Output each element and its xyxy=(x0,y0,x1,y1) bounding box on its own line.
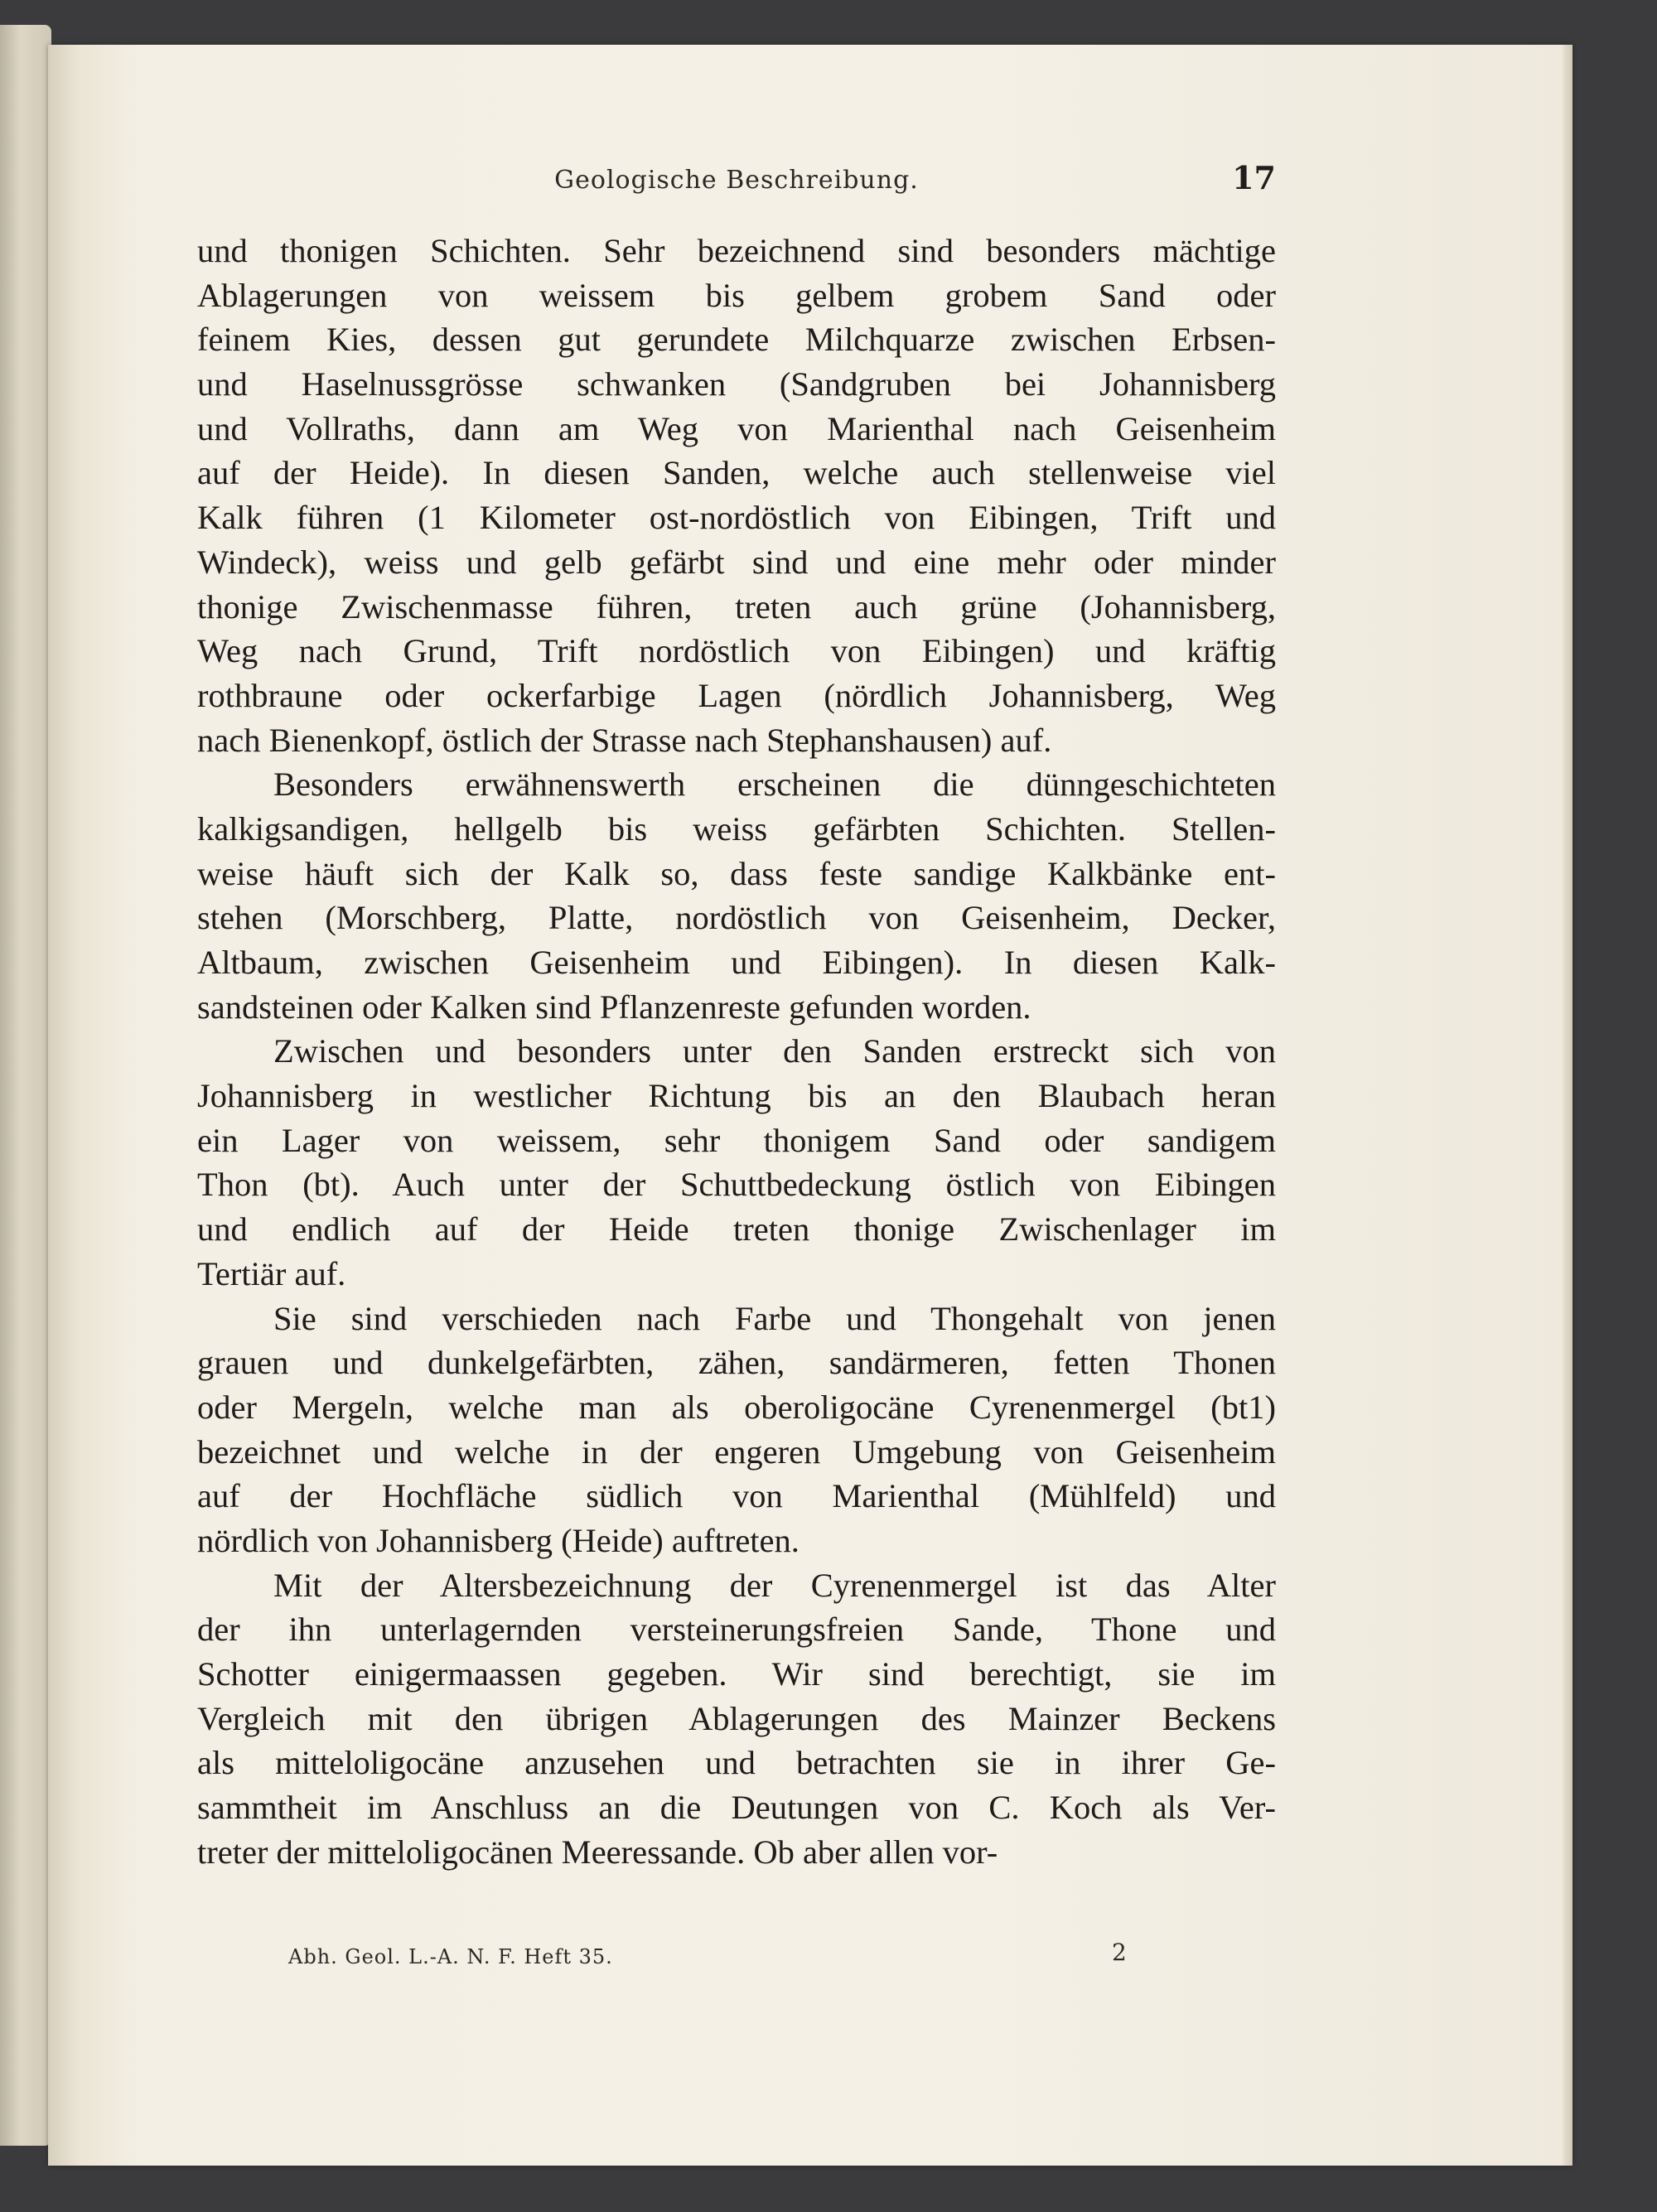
text-line: nördlich von Johannisberg (Heide) auftreten. xyxy=(197,1521,800,1559)
text-line: sandsteinen oder Kalken sind Pflanzenreste gefunden worden. xyxy=(197,988,1031,1026)
text-line: thonige Zwischenmasse führen, treten auch grüne (Johannisberg, xyxy=(197,587,1276,625)
text-line: Mit der Altersbezeichnung der Cyrenenmergel ist das Alter xyxy=(273,1566,1276,1604)
text-line: Windeck), weiss und gelb gefärbt sind und eine mehr oder minder xyxy=(197,543,1276,581)
text-line: ein Lager von weissem, sehr thonigem Sand oder sandigem xyxy=(197,1121,1276,1159)
page-edge-shadow xyxy=(1563,45,1572,2166)
text-line: Altbaum, zwischen Geisenheim und Eibingen). In diesen Kalk- xyxy=(197,944,1276,981)
paragraph xyxy=(197,762,1276,1029)
text-line: nach Bienenkopf, östlich der Strasse nach Stephanshausen) auf. xyxy=(197,721,1052,759)
running-head xyxy=(197,159,1276,209)
text-line: Ablagerungen von weissem bis gelbem grobem Sand oder xyxy=(197,276,1276,314)
page-number: 17 xyxy=(1232,159,1276,196)
text-line: und Haselnussgrösse schwanken (Sandgruben bei Johannisberg xyxy=(197,365,1276,403)
paragraph xyxy=(197,1029,1276,1296)
text-line: Thon (bt). Auch unter der Schuttbedeckung östlich von Eibingen xyxy=(197,1166,1276,1204)
text-line: bezeichnet und welche in der engeren Umgebung von Geisenheim xyxy=(197,1432,1276,1471)
paragraph xyxy=(197,229,1276,762)
text-line: und thonigen Schichten. Sehr bezeichnend sind besonders mächtige xyxy=(197,232,1276,269)
text-line: sammtheit im Anschluss an die Deutungen von C. Koch als Ver- xyxy=(197,1789,1276,1827)
text-line: Weg nach Grund, Trift nordöstlich von Eibingen) und kräftig xyxy=(197,632,1276,670)
text-line: treter der mitteloligocänen Meeressande. Ob aber allen vor- xyxy=(197,1833,998,1871)
paragraph xyxy=(197,1563,1276,1875)
text-line: Tertiär auf. xyxy=(197,1254,346,1292)
text-line: Besonders erwähnenswerth erscheinen die dünngeschichteten xyxy=(273,766,1276,804)
text-line: als mitteloligocäne anzusehen und betrachten sie in ihrer Ge- xyxy=(197,1744,1276,1782)
text-line: rothbraune oder ockerfarbige Lagen (nördlich Johannisberg, Weg xyxy=(197,676,1276,714)
footer-series-reference: Abh. Geol. L.-A. N. F. Heft 35. xyxy=(288,1945,613,1968)
text-line: auf der Heide). In diesen Sanden, welche auch stellenweise viel xyxy=(197,454,1276,492)
body-text xyxy=(197,229,1276,1874)
text-line: und Vollraths, dann am Weg von Marienthal nach Geisenheim xyxy=(197,409,1276,447)
text-line: stehen (Morschberg, Platte, nordöstlich von Geisenheim, Decker, xyxy=(197,899,1276,937)
previous-page-edge xyxy=(0,25,51,2146)
text-line: Sie sind verschieden nach Farbe und Thongehalt von jenen xyxy=(273,1299,1276,1337)
text-line: auf der Hochfläche südlich von Marienthal (Mühlfeld) und xyxy=(197,1477,1276,1515)
text-line: kalkigsandigen, hellgelb bis weiss gefärbten Schichten. Stellen- xyxy=(197,809,1276,848)
text-line: weise häuft sich der Kalk so, dass feste sandige Kalkbänke ent- xyxy=(197,854,1276,892)
text-line: feinem Kies, dessen gut gerundete Milchquarze zwischen Erbsen- xyxy=(197,321,1276,359)
text-line: Zwischen und besonders unter den Sanden erstreckt sich von xyxy=(273,1032,1276,1070)
text-line: oder Mergeln, welche man als oberoligocäne Cyrenenmergel (bt1) xyxy=(197,1388,1276,1426)
text-line: Schotter einigermaassen gegeben. Wir sind berechtigt, sie im xyxy=(197,1655,1276,1693)
running-head-title: Geologische Beschreibung. xyxy=(554,166,919,195)
text-line: der ihn unterlagernden versteinerungsfreien Sande, Thone und xyxy=(197,1611,1276,1649)
paragraph xyxy=(197,1297,1276,1563)
text-line: und endlich auf der Heide treten thonige Zwischenlager im xyxy=(197,1210,1276,1248)
page-footer xyxy=(197,1939,1276,1972)
text-line: Johannisberg in westlicher Richtung bis an den Blaubach heran xyxy=(197,1077,1276,1115)
text-line: Vergleich mit den übrigen Ablagerungen des Mainzer Beckens xyxy=(197,1699,1276,1737)
signature-mark: 2 xyxy=(1112,1939,1127,1966)
text-line: Kalk führen (1 Kilometer ost-nordöstlich von Eibingen, Trift und xyxy=(197,499,1276,537)
text-line: grauen und dunkelgefärbten, zähen, sandärmeren, fetten Thonen xyxy=(197,1344,1276,1382)
